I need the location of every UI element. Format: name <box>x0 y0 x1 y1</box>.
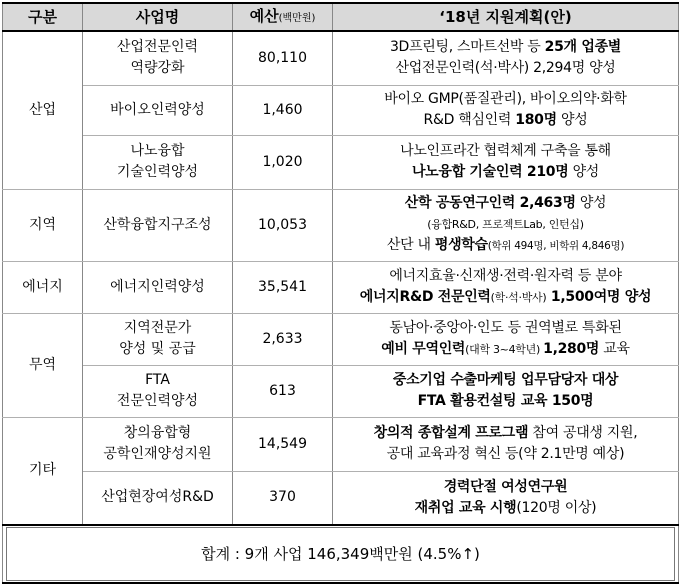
budget-cell: 1,020 <box>233 135 333 189</box>
table-row <box>3 313 679 365</box>
budget-cell: 35,541 <box>233 261 333 313</box>
project-cell: 산업전문인력 역량강화 <box>83 31 233 85</box>
budget-cell: 80,110 <box>233 31 333 85</box>
project-cell: 나노융합 기술인력양성 <box>83 135 233 189</box>
budget-cell: 10,053 <box>233 189 333 261</box>
budget-cell: 2,633 <box>233 313 333 365</box>
budget-cell: 613 <box>233 365 333 417</box>
project-cell: 창의융합형 공학인재양성지원 <box>83 417 233 471</box>
header-budget: 예산(백만원) <box>233 3 333 31</box>
table-row <box>3 417 679 471</box>
plan-cell: 바이오 GMP(품질관리), 바이오의약·화학 R&D 핵심인력 180명 양성 <box>333 85 679 135</box>
project-cell: 산학융합지구조성 <box>83 189 233 261</box>
category-cell: 에너지 <box>3 261 83 313</box>
header-project: 사업명 <box>83 3 233 31</box>
plan-cell: 경력단절 여성연구원 재취업 교육 시행(120명 이상) <box>333 471 679 525</box>
plan-cell: 창의적 종합설계 프로그램 참여 공대생 지원, 공대 교육과정 혁신 등(약 2.1만명 예상) <box>333 417 679 471</box>
table-row <box>3 135 679 189</box>
project-cell: 에너지인력양성 <box>83 261 233 313</box>
table-row <box>3 261 679 313</box>
table-row <box>3 471 679 525</box>
total-text: 합계 : 9개 사업 146,349백만원 (4.5%↑) <box>6 527 675 581</box>
budget-cell: 370 <box>233 471 333 525</box>
plan-cell: 동남아·중앙아·인도 등 권역별로 특화된 예비 무역인력(대학 3~4학년) 1,280명 교육 <box>333 313 679 365</box>
category-cell: 기타 <box>3 417 83 525</box>
category-cell: 지역 <box>3 189 83 261</box>
plan-cell: 3D프린팅, 스마트선박 등 25개 업종별 산업전문인력(석·박사) 2,294명 양성 <box>333 31 679 85</box>
plan-cell: 산학 공동연구인력 2,463명 양성 (융합R&D, 프로젝트Lab, 인턴십) 산단 내 평생학습(학위 494명, 비학위 4,846명) <box>333 189 679 261</box>
total-row <box>3 525 679 583</box>
table-row <box>3 365 679 417</box>
project-cell: 지역전문가 양성 및 공급 <box>83 313 233 365</box>
project-cell: 바이오인력양성 <box>83 85 233 135</box>
plan-cell: 나노인프라간 협력체계 구축을 통해 나노융합 기술인력 210명 양성 <box>333 135 679 189</box>
header-plan: ‘18년 지원계획(안) <box>333 3 679 31</box>
plan-cell: 에너지효율·신재생·전력·원자력 등 분야 에너지R&D 전문인력(학·석·박사) 1,500여명 양성 <box>333 261 679 313</box>
table-row <box>3 31 679 85</box>
budget-table <box>2 2 679 584</box>
table-row <box>3 189 679 261</box>
project-cell: FTA 전문인력양성 <box>83 365 233 417</box>
budget-cell: 14,549 <box>233 417 333 471</box>
budget-cell: 1,460 <box>233 85 333 135</box>
category-cell: 산업 <box>3 31 83 189</box>
total-cell <box>3 525 679 583</box>
header-row <box>3 3 679 31</box>
header-category: 구분 <box>3 3 83 31</box>
table-row <box>3 85 679 135</box>
category-cell: 무역 <box>3 313 83 417</box>
plan-cell: 중소기업 수출마케팅 업무담당자 대상 FTA 활용컨설팅 교육 150명 <box>333 365 679 417</box>
project-cell: 산업현장여성R&D <box>83 471 233 525</box>
